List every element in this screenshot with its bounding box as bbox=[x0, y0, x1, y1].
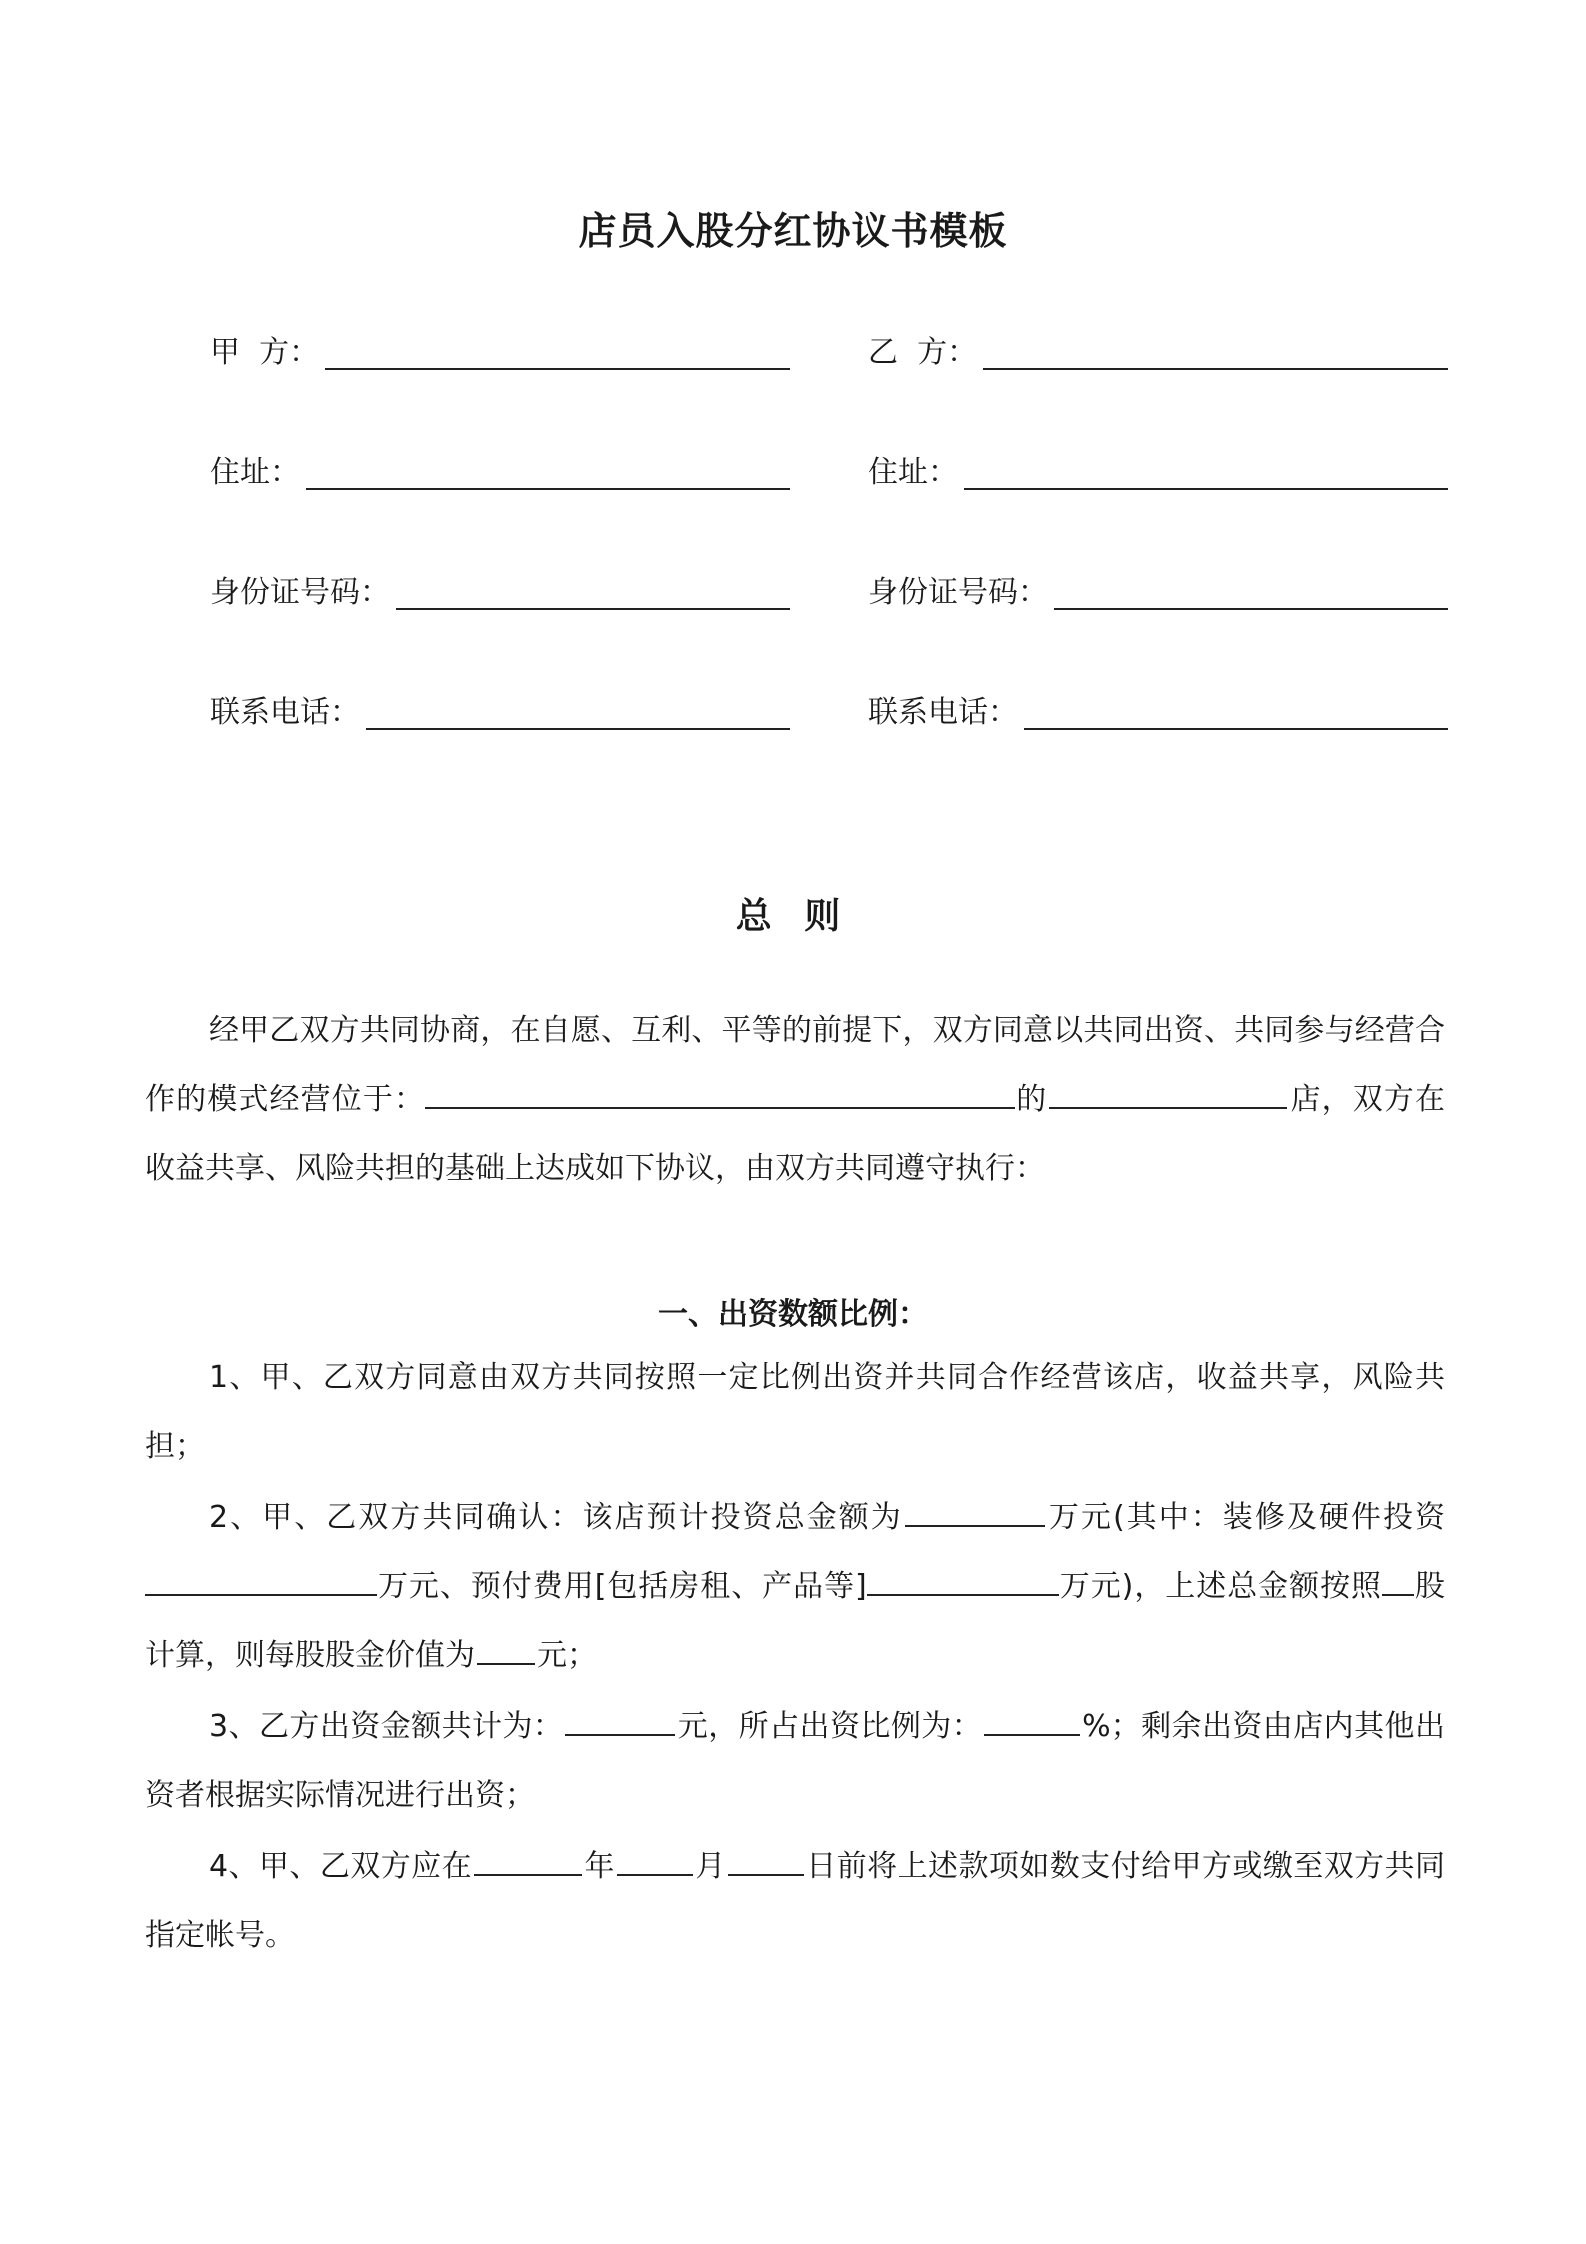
party-b-address-field bbox=[868, 448, 1448, 492]
party-b-phone-blank[interactable] bbox=[1024, 694, 1448, 730]
section-1-item-1: 1、甲、乙双方同意由双方共同按照一定比例出资并共同合作经营该店，收益共享，风险共担； bbox=[145, 1360, 1445, 1464]
prepaid-expense-blank[interactable] bbox=[867, 1566, 1059, 1596]
total-investment-blank[interactable] bbox=[905, 1497, 1045, 1527]
party-a-id-field bbox=[210, 568, 790, 612]
item2-text-d: 万元)，上述总金额按照 bbox=[1058, 1569, 1383, 1604]
party-b-phone-field bbox=[868, 688, 1448, 732]
decoration-investment-blank[interactable] bbox=[145, 1566, 377, 1596]
section-1-item-3 bbox=[145, 1692, 1445, 1830]
general-text-c: 店，双方在收益共享、风险共担的基础上达成如下协议，由双方共同遵守执行： bbox=[145, 1082, 1445, 1186]
section-1-item-2 bbox=[145, 1483, 1445, 1690]
general-paragraph bbox=[145, 996, 1445, 1203]
share-count-blank[interactable] bbox=[1382, 1566, 1414, 1596]
shop-name-blank[interactable] bbox=[1049, 1079, 1287, 1109]
item2-text-c: 万元、预付费用[包括房租、产品等] bbox=[377, 1569, 867, 1604]
item4-text-c: 月 bbox=[694, 1849, 726, 1884]
party-a-id-label: 身份证号码： bbox=[210, 575, 390, 610]
item2-text-e: 股计算，则每股股金价值为 bbox=[145, 1569, 1445, 1673]
item2-text-b: 万元(其中：装修及硬件投资 bbox=[1046, 1500, 1445, 1535]
item4-text-d: 日前将上述款项如数支付给甲方或缴至双方共同指定帐号。 bbox=[145, 1849, 1446, 1953]
party-b-id-label: 身份证号码： bbox=[868, 575, 1048, 610]
party-b-name-blank[interactable] bbox=[983, 334, 1448, 370]
party-b-id-blank[interactable] bbox=[1054, 574, 1448, 610]
party-a-address-blank[interactable] bbox=[306, 454, 790, 490]
party-a-address-label: 住址： bbox=[210, 455, 300, 490]
party-b-name-field bbox=[868, 328, 1448, 372]
general-text-b: 的 bbox=[1015, 1082, 1048, 1117]
party-a-name-field bbox=[210, 328, 790, 372]
payment-month-blank[interactable] bbox=[617, 1846, 693, 1876]
payment-day-blank[interactable] bbox=[728, 1846, 804, 1876]
document-title: 店员入股分红协议书模板 bbox=[578, 209, 1008, 253]
party-b-phone-label: 联系电话： bbox=[868, 695, 1018, 730]
item2-text-a: 2、甲、乙双方共同确认：该店预计投资总金额为 bbox=[209, 1500, 903, 1535]
party-a-phone-field bbox=[210, 688, 790, 732]
section-1-heading: 一、出资数额比例： bbox=[658, 1297, 928, 1332]
item3-text-c: %；剩余出资由店内其他出资者根据实际情况进行出资； bbox=[145, 1709, 1445, 1813]
item3-text-b: 元，所占出资比例为： bbox=[677, 1709, 983, 1744]
section-1-item-4 bbox=[145, 1832, 1445, 1970]
party-a-phone-label: 联系电话： bbox=[210, 695, 360, 730]
item2-text-f: 元； bbox=[537, 1638, 597, 1673]
item3-text-a: 3、乙方出资金额共计为： bbox=[209, 1709, 564, 1744]
party-b-name-label: 乙 方： bbox=[868, 335, 978, 370]
party-b-address-blank[interactable] bbox=[964, 454, 1448, 490]
share-value-blank[interactable] bbox=[477, 1635, 535, 1665]
party-b-address-label: 住址： bbox=[868, 455, 958, 490]
party-b-id-field bbox=[868, 568, 1448, 612]
party-a-name-blank[interactable] bbox=[325, 334, 790, 370]
shop-location-blank[interactable] bbox=[425, 1079, 1015, 1109]
general-heading: 总 则 bbox=[735, 896, 851, 937]
party-a-id-blank[interactable] bbox=[396, 574, 790, 610]
general-text-a: 经甲乙双方共同协商，在自愿、互利、平等的前提下，双方同意以共同出资、共同参与经营合作的模式经营位于： bbox=[145, 1013, 1445, 1117]
item4-text-b: 年 bbox=[584, 1849, 615, 1884]
payment-year-blank[interactable] bbox=[474, 1846, 582, 1876]
item4-text-a: 4、甲、乙双方应在 bbox=[209, 1849, 473, 1884]
party-a-address-field bbox=[210, 448, 790, 492]
party-b-contribution-blank[interactable] bbox=[565, 1706, 675, 1736]
party-b-ratio-blank[interactable] bbox=[984, 1706, 1080, 1736]
party-a-phone-blank[interactable] bbox=[366, 694, 790, 730]
party-a-name-label: 甲 方： bbox=[210, 335, 320, 370]
